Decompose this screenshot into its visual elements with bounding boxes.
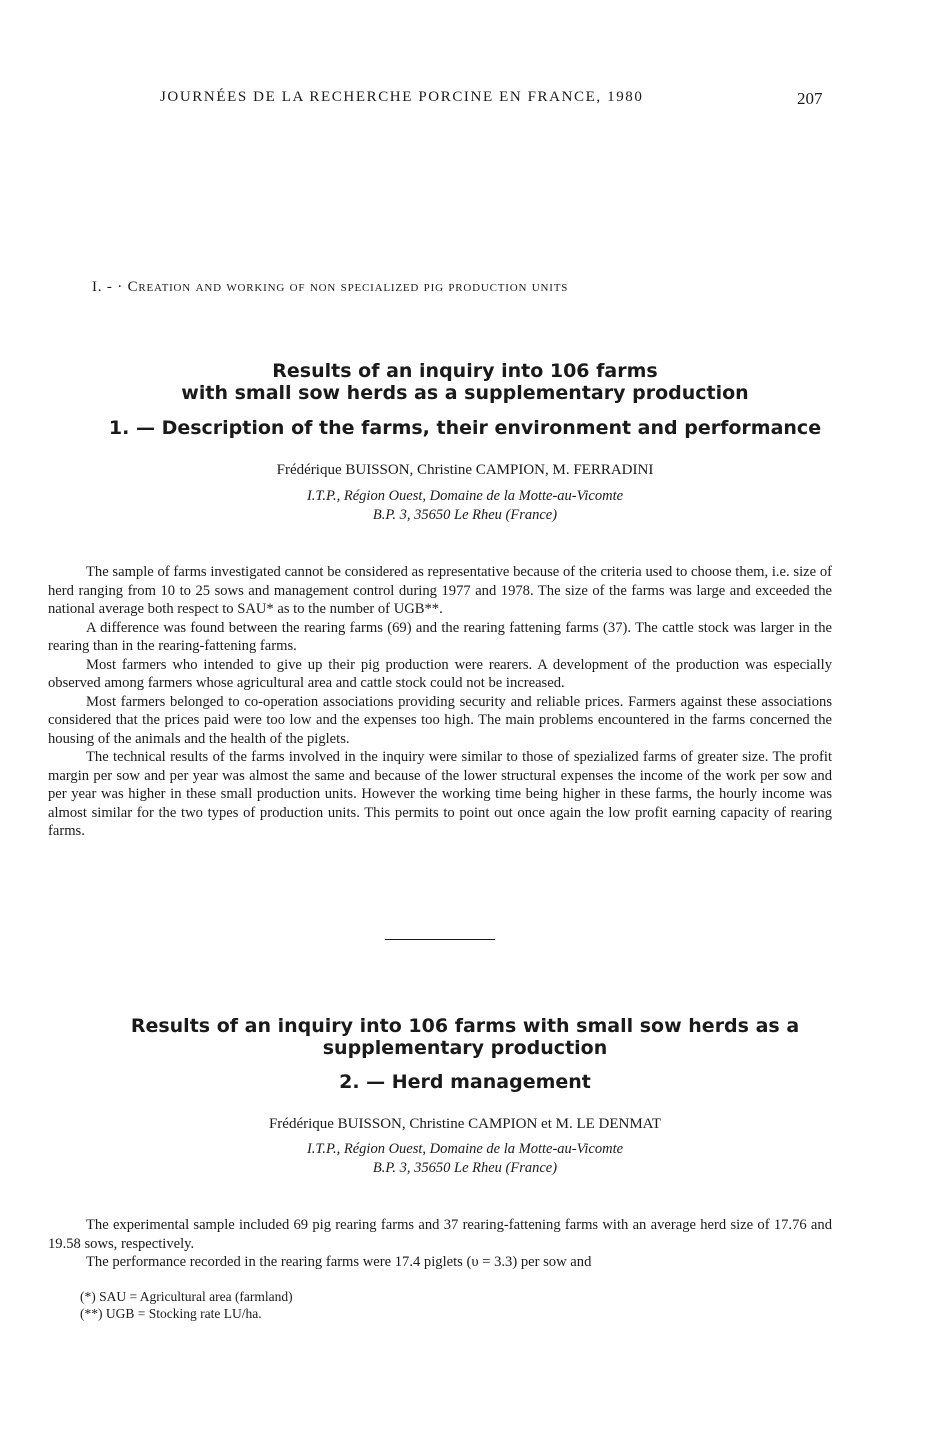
article-2-title: Results of an inquiry into 106 farms with small sow herds as a supplementary production: [130, 1015, 800, 1059]
article-1-affiliation: I.T.P., Région Ouest, Domaine de la Motte-au-Vicomte B.P. 3, 35650 Le Rheu (France): [306, 488, 624, 523]
article-2-affiliation: I.T.P., Région Ouest, Domaine de la Motte-au-Vicomte B.P. 3, 35650 Le Rheu (France): [306, 1141, 624, 1176]
article-2-subtitle: 2. — Herd management: [339, 1071, 591, 1093]
section-divider: [385, 939, 495, 940]
article-1-authors: Frédérique BUISSON, Christine CAMPION, M. FERRADINI: [276, 462, 654, 478]
abstract-paragraph: Most farmers belonged to co-operation associations providing security and reliable prices. Farmers against these associations considered that the prices paid were too low and the expenses too high. The main problems encountered in the farms concerned the housing of the animals and the health of the piglets.: [48, 693, 832, 747]
footnotes: [80, 1288, 293, 1322]
section-heading: I. - · Creation and working of non specialized pig production units: [92, 279, 569, 295]
article-2-authors: Frédérique BUISSON, Christine CAMPION et M. LE DENMAT: [268, 1116, 662, 1132]
abstract-paragraph: Most farmers who intended to give up their pig production were rearers. A development of the production was especially observed among farmers whose agricultural area and cattle stock could not be increased.: [48, 656, 832, 691]
abstract-paragraph: The experimental sample included 69 pig rearing farms and 37 rearing-fattening farms with an average herd size of 17.76 and 19.58 sows, respectively.: [48, 1217, 832, 1252]
abstract-paragraph: A difference was found between the rearing farms (69) and the rearing fattening farms (37). The cattle stock was larger in the rearing than in the rearing-fattening farms.: [48, 619, 832, 654]
page-number: 207: [797, 89, 823, 108]
abstract-paragraph: The technical results of the farms involved in the inquiry were similar to those of spezialized farms of greater size. The profit margin per sow and per year was almost the same and because of the lower structural expenses the income of the work per sow and per year was higher in these small production units. However the working time being higher in these farms, the hourly income was almost similar for the two types of production units. This permits to point out once again the low profit earning capacity of rearing farms.: [48, 749, 832, 839]
article-1-title: Results of an inquiry into 106 farms with small sow herds as a supplementary production: [181, 360, 749, 404]
abstract-paragraph: The performance recorded in the rearing farms were 17.4 piglets (υ = 3.3) per sow and: [86, 1254, 592, 1270]
article-1-subtitle: 1. — Description of the farms, their environment and performance: [108, 417, 822, 439]
footnote: (*) SAU = Agricultural area (farmland): [80, 1289, 293, 1304]
abstract-paragraph: The sample of farms investigated cannot be considered as representative because of the criteria used to choose them, i.e. size of herd ranging from 10 to 25 sows and management control during 1977 and 1978. The size of the farms was large and exceeded the national average both respect to SAU* as to the number of UGB**.: [48, 564, 832, 617]
footnote: (**) UGB = Stocking rate LU/ha.: [80, 1306, 262, 1321]
article-1-abstract: [48, 563, 832, 841]
running-head: JOURNÉES DE LA RECHERCHE PORCINE EN FRANCE, 1980: [160, 89, 644, 105]
article-2-abstract: [48, 1216, 832, 1272]
